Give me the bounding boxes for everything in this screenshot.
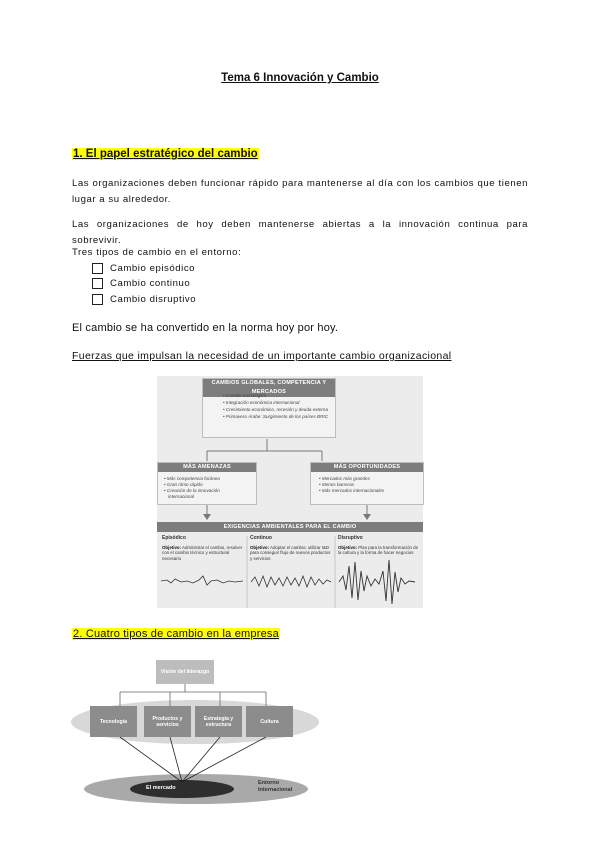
bullet-item: • Cambio tecnológico (223, 393, 267, 398)
column-continuo (250, 536, 332, 561)
bullet-item: • Integración económica internacional (223, 400, 300, 405)
technology-box: Tecnología (90, 706, 137, 737)
market-label: El mercado (146, 785, 176, 791)
bullet-item: • Gran ritmo rápido (164, 482, 203, 487)
bullet-item: internacional (168, 494, 195, 499)
column-title: Continuo (250, 535, 272, 541)
section-1-heading: 1. El papel estratégico del cambio (73, 148, 258, 160)
bullet-item: • Primavera Árabe: Surgimiento de los países BRIC (223, 414, 329, 419)
bullet-item: • Más mercados internacionales (319, 488, 385, 493)
threats-header: MÁS AMENAZAS (158, 463, 256, 472)
checkbox-item (92, 263, 195, 274)
forces-diagram (157, 376, 423, 608)
demands-header: EXIGENCIAS AMBIENTALES PARA EL CAMBIO (157, 522, 423, 532)
column-objective: Objetivo: Adoptar el cambio; utilizar I&D para conseguir flujo de nuevos productos y servicios (250, 544, 331, 561)
culture-box: Cultura (246, 706, 293, 737)
tipos-intro: Tres tipos de cambio en el entorno: (72, 247, 242, 258)
disruptive-wave (339, 560, 415, 604)
vision-box: Visión del liderazgo (156, 660, 214, 684)
section-2-heading: 2. Cuatro tipos de cambio en la empresa (73, 628, 279, 640)
column-episodico (162, 536, 244, 561)
opportunities-header: MÁS OPORTUNIDADES (311, 463, 423, 472)
products-box: Productos y servicios (144, 706, 191, 737)
bullet-item: • Mercados más grandes (319, 476, 370, 481)
checkbox-icon (92, 263, 103, 274)
bullet-item: • Creación de la innovación (164, 488, 220, 493)
threats-box (157, 462, 257, 505)
strategy-box: Estrategia y estructura (195, 706, 242, 737)
column-objective: Objetivo: Administrar el cambio, resolver con el cambio técnico y estructural necesario (162, 544, 243, 561)
episodic-wave (161, 576, 243, 585)
continuous-wave (251, 576, 331, 587)
entorno-label: Entorno Internacional (258, 780, 293, 793)
bullet-item: • Menos barreras (319, 482, 355, 487)
column-objective: Objetivo: Plan para la transformación de la cultura y la forma de hacer negocios (338, 544, 419, 555)
bullet-item: • Más competencia foránea (164, 476, 220, 481)
checkbox-item (92, 294, 196, 305)
column-title: Disruptivo (338, 535, 363, 541)
global-changes-box (202, 378, 336, 438)
bullet-item: • Crecimiento económico, recesión y deuda externa (223, 407, 329, 412)
opportunities-box (310, 462, 424, 505)
column-title: Episódico (162, 535, 186, 541)
checkbox-item (92, 278, 190, 289)
fuerzas-caption: Fuerzas que impulsan la necesidad de un importante cambio organizacional (72, 350, 452, 362)
norma-text: El cambio se ha convertido en la norma hoy por hoy. (72, 322, 339, 334)
checkbox-label: Cambio episódico (110, 263, 196, 274)
paragraph-2: Las organizaciones de hoy deben mantenerse abiertas a la innovación continua para sobrevivir. (72, 219, 528, 246)
page-title: Tema 6 Innovación y Cambio (221, 72, 379, 84)
checkbox-label: Cambio continuo (110, 278, 191, 289)
checkbox-icon (92, 278, 103, 289)
change-types-diagram (70, 655, 330, 805)
checkbox-icon (92, 294, 103, 305)
column-disruptivo (338, 536, 420, 556)
global-changes-header: CAMBIOS GLOBALES, COMPETENCIA Y MERCADOS (203, 379, 335, 397)
checkbox-label: Cambio disruptivo (110, 294, 197, 305)
paragraph-1: Las organizaciones deben funcionar rápido para mantenerse al día con los cambios que tienen lugar a su alrededor. (72, 178, 528, 205)
